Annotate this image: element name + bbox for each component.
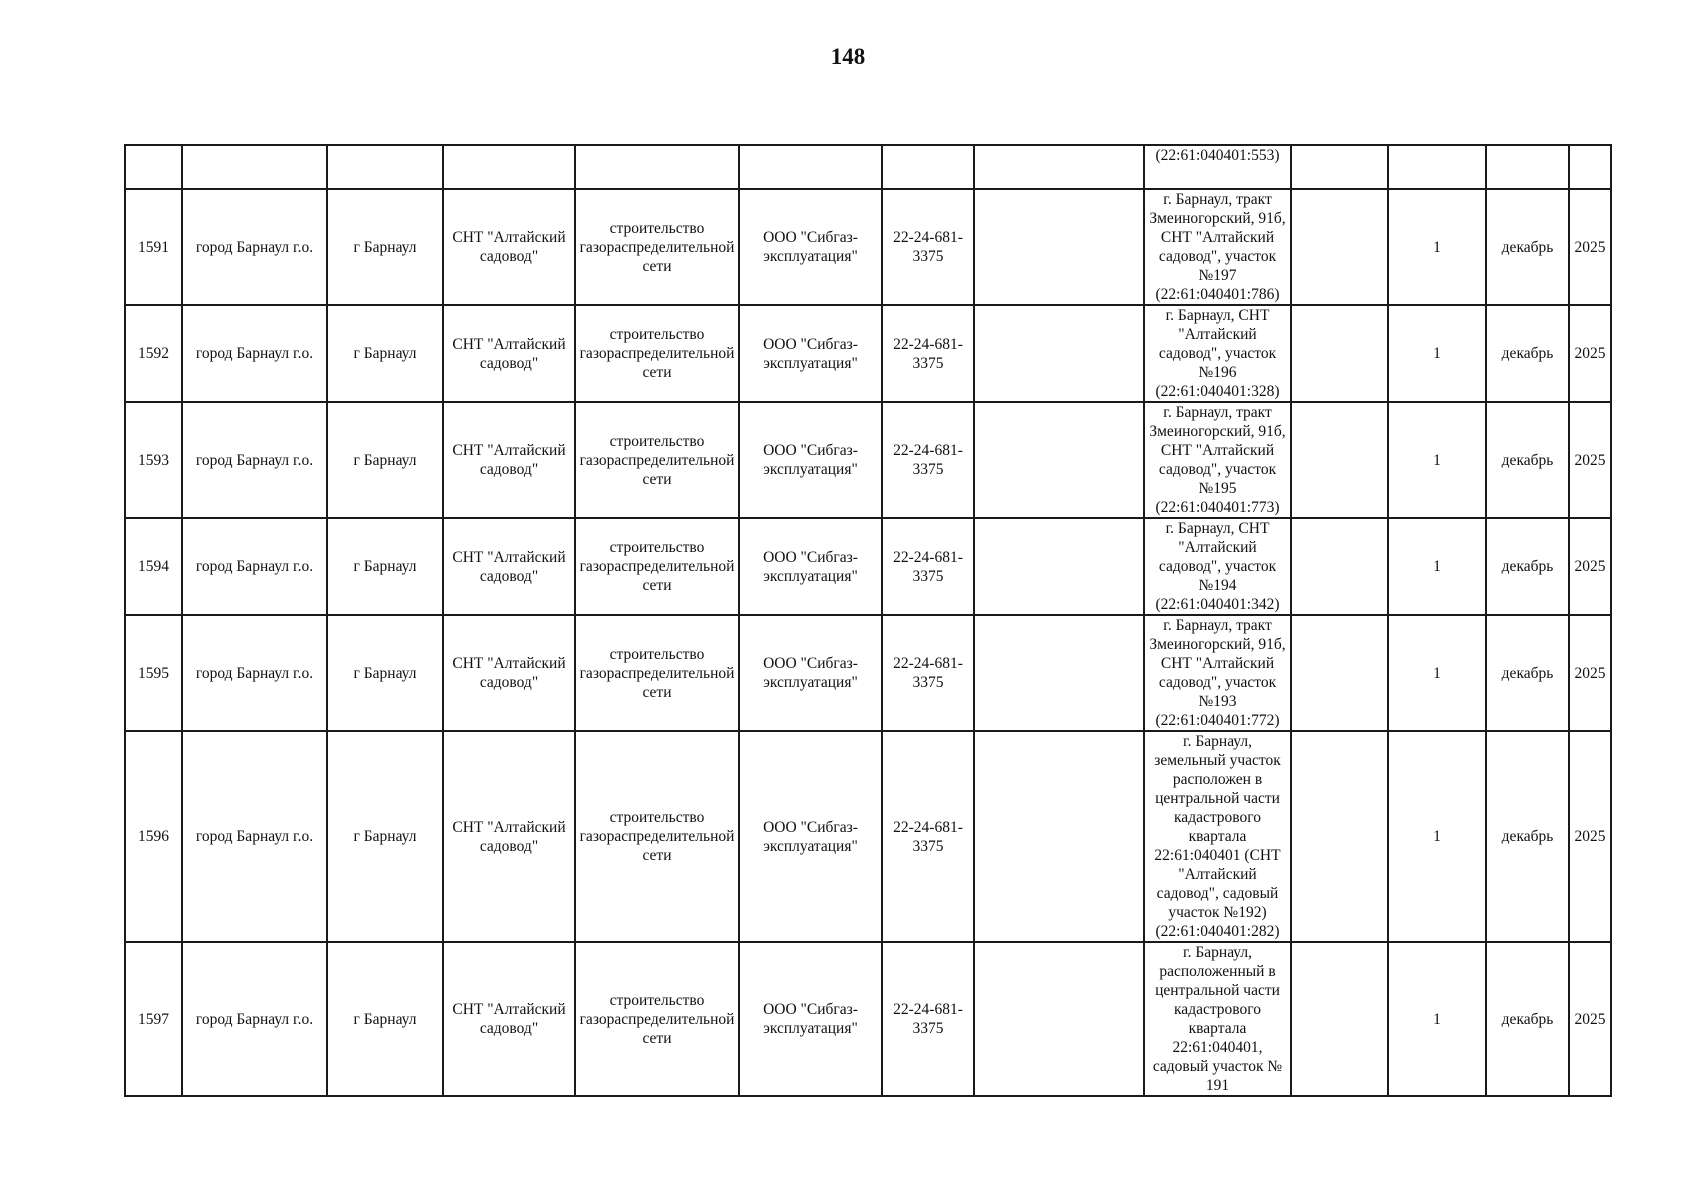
- table-row-continuation: [125, 145, 1611, 189]
- cell-inn: 22-24-681-3375: [882, 731, 974, 942]
- cell-district: город Барнаул г.о.: [182, 731, 327, 942]
- cell-num: 1597: [125, 942, 182, 1096]
- cell-extra: [974, 518, 1144, 615]
- cell-district: город Барнаул г.о.: [182, 518, 327, 615]
- cell-org: ООО "Сибгаз-эксплуатация": [739, 305, 882, 402]
- cell-org: ООО "Сибгаз-эксплуатация": [739, 518, 882, 615]
- cell-purpose: строительство газораспределительной сети: [575, 615, 739, 731]
- cell-col10: [1291, 305, 1388, 402]
- cell-col10: [1291, 731, 1388, 942]
- cell-inn: 22-24-681-3375: [882, 402, 974, 518]
- cell-district: город Барнаул г.о.: [182, 402, 327, 518]
- cell-org: [739, 145, 882, 189]
- table-row: [125, 402, 1611, 518]
- cell-col10: [1291, 615, 1388, 731]
- cell-purpose: строительство газораспределительной сети: [575, 518, 739, 615]
- cell-garden: СНТ "Алтайский садовод": [443, 942, 575, 1096]
- cell-district: [182, 145, 327, 189]
- cell-garden: СНТ "Алтайский садовод": [443, 402, 575, 518]
- cell-settlement: г Барнаул: [327, 402, 443, 518]
- cell-year: 2025: [1569, 942, 1611, 1096]
- cell-year: 2025: [1569, 402, 1611, 518]
- cell-inn: 22-24-681-3375: [882, 615, 974, 731]
- table-row: [125, 942, 1611, 1096]
- cell-org: ООО "Сибгаз-эксплуатация": [739, 731, 882, 942]
- cell-address: г. Барнаул, тракт Змеиногорский, 91б, СНТ "Алтайский садовод", участок №193 (22:61:040401:772): [1144, 615, 1291, 731]
- cell-col10: [1291, 942, 1388, 1096]
- cell-qty: 1: [1388, 189, 1486, 305]
- cell-address: г. Барнаул, земельный участок расположен в центральной части кадастрового квартала 22:61:040401 (СНТ "Алтайский садовод", садовый участок №192) (22:61:040401:282): [1144, 731, 1291, 942]
- table-row: [125, 518, 1611, 615]
- cell-purpose: строительство газораспределительной сети: [575, 942, 739, 1096]
- table-row: [125, 189, 1611, 305]
- cell-qty: 1: [1388, 942, 1486, 1096]
- cell-org: ООО "Сибгаз-эксплуатация": [739, 402, 882, 518]
- table-row: [125, 615, 1611, 731]
- cell-extra: [974, 402, 1144, 518]
- cell-qty: [1388, 145, 1486, 189]
- cell-num: [125, 145, 182, 189]
- cell-num: 1594: [125, 518, 182, 615]
- cell-settlement: г Барнаул: [327, 305, 443, 402]
- cell-col10: [1291, 145, 1388, 189]
- cell-inn: 22-24-681-3375: [882, 518, 974, 615]
- cell-settlement: г Барнаул: [327, 731, 443, 942]
- cell-year: 2025: [1569, 189, 1611, 305]
- cell-month: декабрь: [1486, 402, 1569, 518]
- cell-month: декабрь: [1486, 615, 1569, 731]
- cell-num: 1595: [125, 615, 182, 731]
- cell-num: 1593: [125, 402, 182, 518]
- cell-col10: [1291, 518, 1388, 615]
- cell-inn: 22-24-681-3375: [882, 305, 974, 402]
- cell-district: город Барнаул г.о.: [182, 189, 327, 305]
- cell-purpose: строительство газораспределительной сети: [575, 402, 739, 518]
- cell-address: г. Барнаул, СНТ "Алтайский садовод", участок №196 (22:61:040401:328): [1144, 305, 1291, 402]
- page-number: 148: [830, 44, 866, 69]
- cell-settlement: г Барнаул: [327, 942, 443, 1096]
- cell-qty: 1: [1388, 615, 1486, 731]
- cell-org: ООО "Сибгаз-эксплуатация": [739, 189, 882, 305]
- cell-inn: [882, 145, 974, 189]
- cell-settlement: [327, 145, 443, 189]
- cell-purpose: строительство газораспределительной сети: [575, 189, 739, 305]
- cell-col10: [1291, 189, 1388, 305]
- table-row: [125, 305, 1611, 402]
- table-row: [125, 731, 1611, 942]
- cell-address: г. Барнаул, тракт Змеиногорский, 91б, СНТ "Алтайский садовод", участок №195 (22:61:040401:773): [1144, 402, 1291, 518]
- cell-settlement: г Барнаул: [327, 615, 443, 731]
- cell-extra: [974, 942, 1144, 1096]
- cell-extra: [974, 145, 1144, 189]
- cell-year: 2025: [1569, 615, 1611, 731]
- cell-num: 1591: [125, 189, 182, 305]
- cell-qty: 1: [1388, 305, 1486, 402]
- cell-purpose: строительство газораспределительной сети: [575, 305, 739, 402]
- cell-address: (22:61:040401:553): [1144, 145, 1291, 189]
- cell-year: 2025: [1569, 305, 1611, 402]
- cell-address: г. Барнаул, тракт Змеиногорский, 91б, СНТ "Алтайский садовод", участок №197 (22:61:040401:786): [1144, 189, 1291, 305]
- cell-month: декабрь: [1486, 189, 1569, 305]
- cell-inn: 22-24-681-3375: [882, 189, 974, 305]
- cell-inn: 22-24-681-3375: [882, 942, 974, 1096]
- cell-settlement: г Барнаул: [327, 189, 443, 305]
- cell-col10: [1291, 402, 1388, 518]
- cell-garden: СНТ "Алтайский садовод": [443, 189, 575, 305]
- cell-extra: [974, 189, 1144, 305]
- cell-month: декабрь: [1486, 518, 1569, 615]
- cell-garden: [443, 145, 575, 189]
- cell-extra: [974, 305, 1144, 402]
- cell-address: г. Барнаул, расположенный в центральной части кадастрового квартала 22:61:040401, садовый участок № 191: [1144, 942, 1291, 1096]
- cell-year: 2025: [1569, 731, 1611, 942]
- cell-qty: 1: [1388, 731, 1486, 942]
- cell-extra: [974, 615, 1144, 731]
- cell-district: город Барнаул г.о.: [182, 305, 327, 402]
- cell-purpose: строительство газораспределительной сети: [575, 731, 739, 942]
- cell-month: [1486, 145, 1569, 189]
- cell-month: декабрь: [1486, 305, 1569, 402]
- cell-address: г. Барнаул, СНТ "Алтайский садовод", участок №194 (22:61:040401:342): [1144, 518, 1291, 615]
- cell-month: декабрь: [1486, 731, 1569, 942]
- cell-org: ООО "Сибгаз-эксплуатация": [739, 615, 882, 731]
- cell-settlement: г Барнаул: [327, 518, 443, 615]
- cell-garden: СНТ "Алтайский садовод": [443, 731, 575, 942]
- cell-num: 1596: [125, 731, 182, 942]
- cell-num: 1592: [125, 305, 182, 402]
- cell-qty: 1: [1388, 402, 1486, 518]
- cell-purpose: [575, 145, 739, 189]
- cell-garden: СНТ "Алтайский садовод": [443, 305, 575, 402]
- registry-table: [124, 144, 1612, 1097]
- cell-district: город Барнаул г.о.: [182, 942, 327, 1096]
- cell-qty: 1: [1388, 518, 1486, 615]
- cell-district: город Барнаул г.о.: [182, 615, 327, 731]
- cell-garden: СНТ "Алтайский садовод": [443, 518, 575, 615]
- cell-year: [1569, 145, 1611, 189]
- cell-org: ООО "Сибгаз-эксплуатация": [739, 942, 882, 1096]
- cell-year: 2025: [1569, 518, 1611, 615]
- cell-extra: [974, 731, 1144, 942]
- cell-month: декабрь: [1486, 942, 1569, 1096]
- cell-garden: СНТ "Алтайский садовод": [443, 615, 575, 731]
